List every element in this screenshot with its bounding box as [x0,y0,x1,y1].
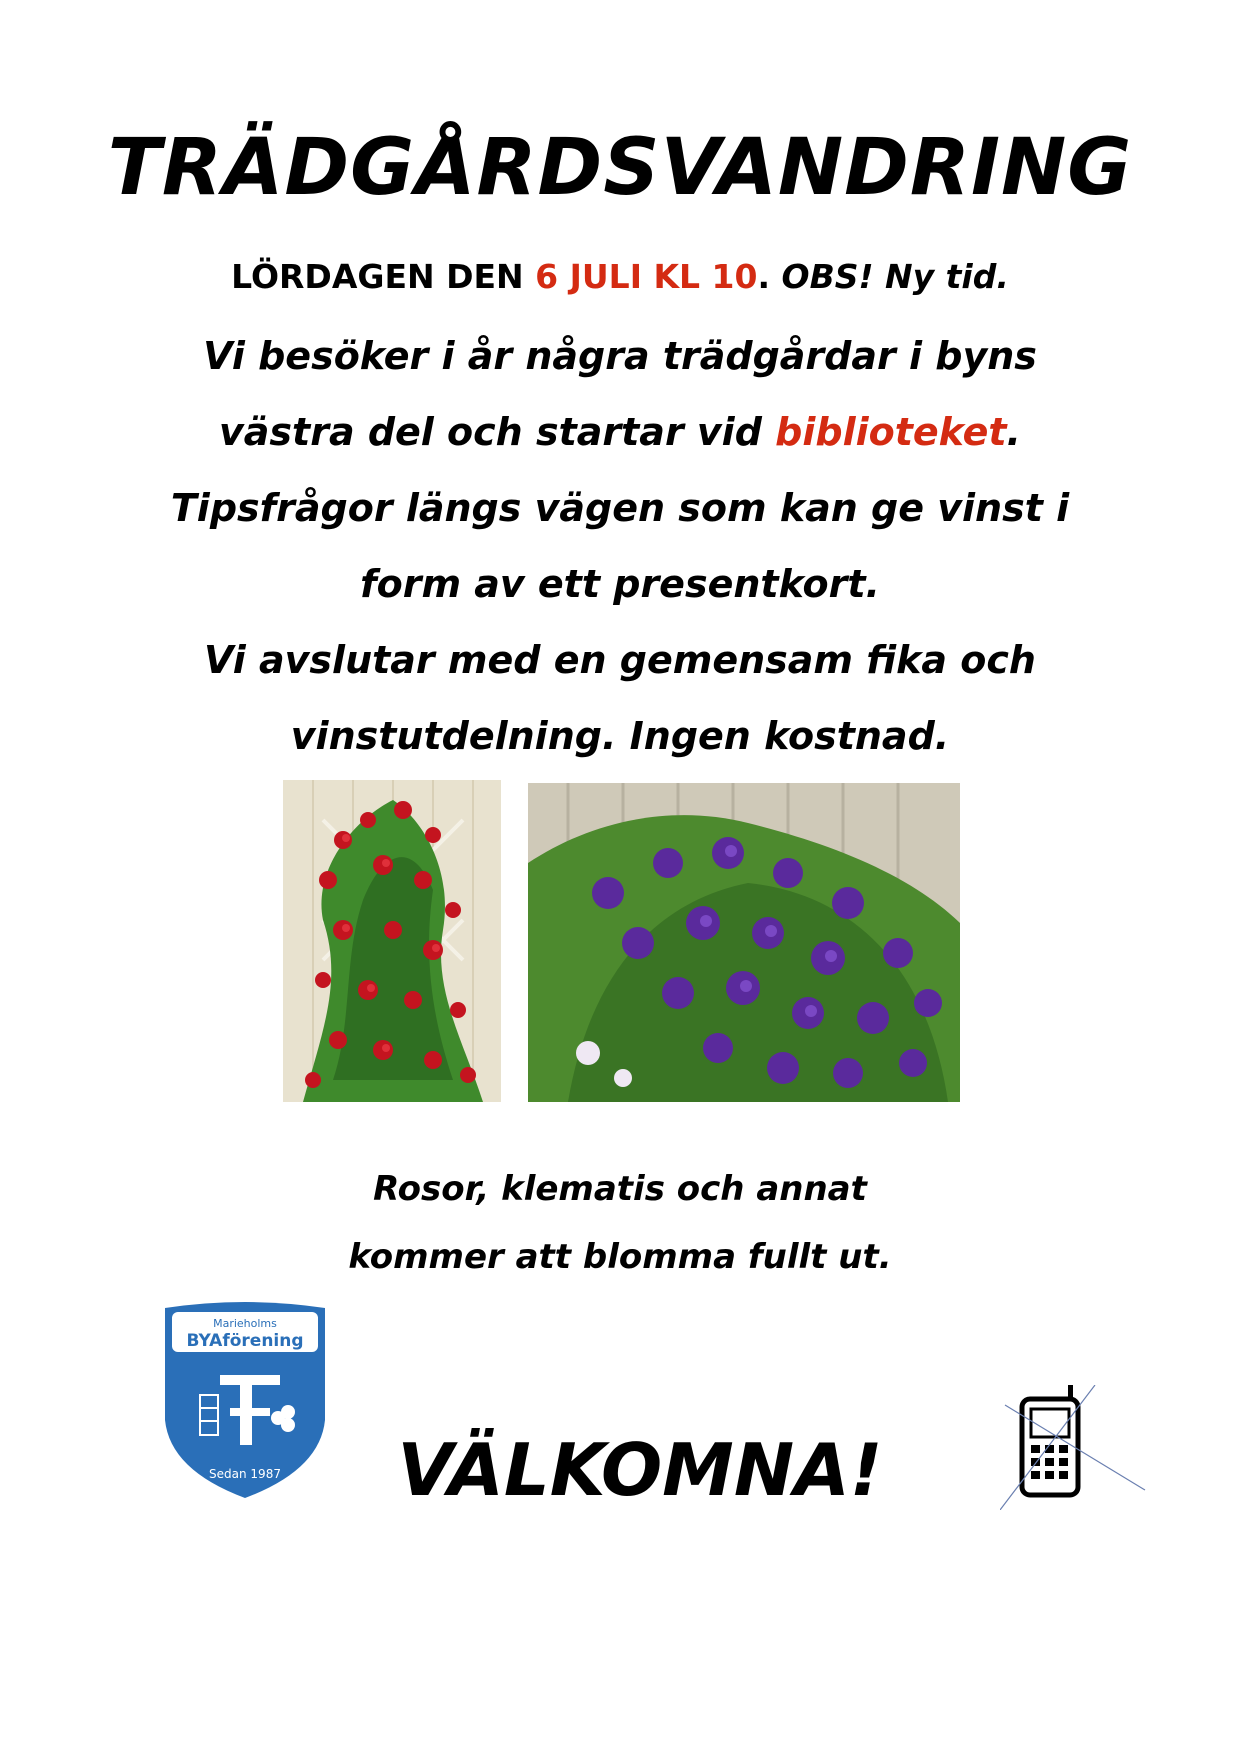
caption-line-1: Rosor, klematis och annat [373,1169,867,1209]
description-line-5: Vi avslutar med en gemensam fika och [204,638,1036,682]
event-date-line [0,252,1240,302]
description-line-2: västra del och startar vid biblioteket. [219,410,1021,454]
description-line-3: Tipsfrågor längs vägen som kan ge vinst i [170,486,1070,530]
event-description [0,318,1240,774]
page-title: TRÄDGÅRDSVANDRING [107,123,1133,213]
date-dot: . [757,257,782,296]
caption-line-2: kommer att blomma fullt ut. [348,1237,892,1277]
rose-photo [283,780,501,1102]
new-time-note: OBS! Ny tid. [781,257,1009,296]
logo-name-text: BYAförening [186,1331,304,1351]
start-location: biblioteket [775,410,1007,454]
description-line-6: vinstutdelning. Ingen kostnad. [290,714,950,758]
flowers-caption [0,1155,1240,1291]
byaforening-logo [160,1300,330,1500]
event-date-time: 6 JULI KL 10 [535,257,758,296]
clematis-photo [528,783,960,1102]
logo-since-text: Sedan 1987 [209,1467,281,1481]
description-line-4: form av ett presentkort. [360,562,880,606]
logo-top-text: Marieholms [213,1317,277,1330]
description-line-1: Vi besöker i år några trädgårdar i byns [203,334,1037,378]
welcome-heading: VÄLKOMNA! [397,1428,883,1512]
crossed-out-mobile-phone-icon [1000,1385,1150,1510]
date-prefix: LÖRDAGEN DEN [231,257,536,296]
